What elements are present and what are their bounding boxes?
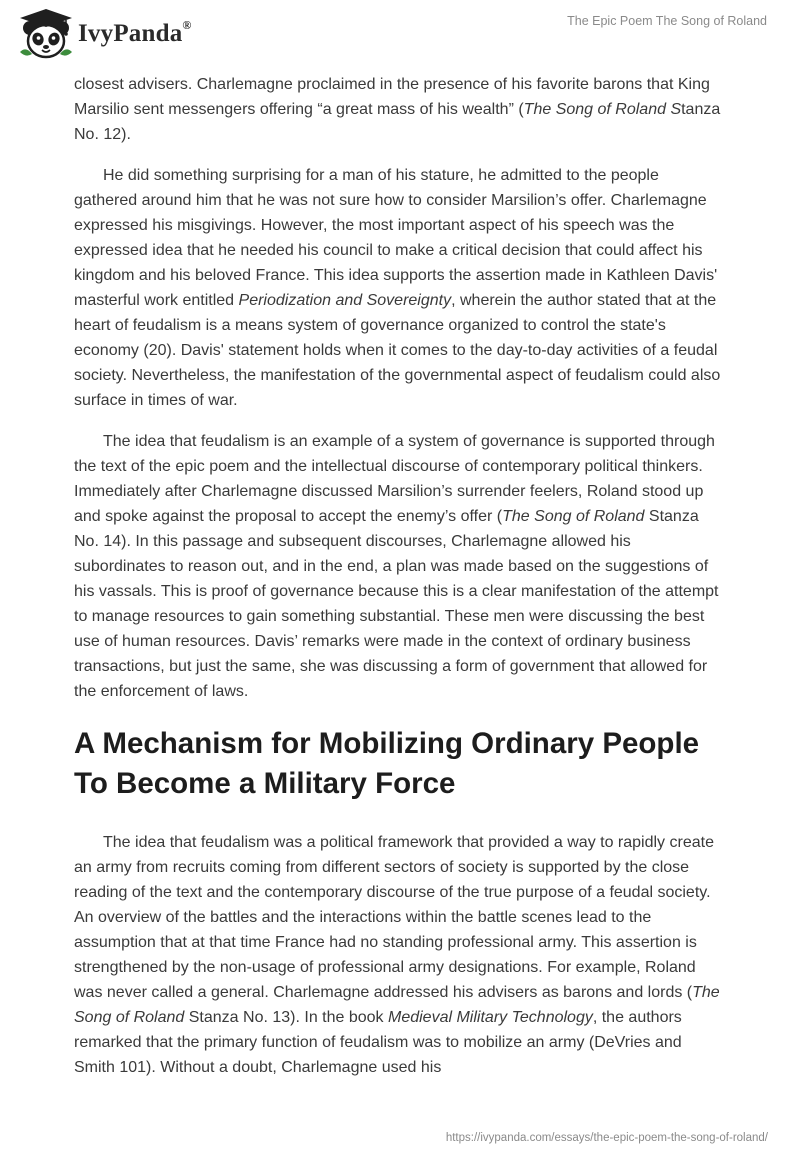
essay-body	[74, 70, 726, 1096]
panda-graduate-logo-icon[interactable]	[16, 6, 76, 64]
paragraph-3: The idea that feudalism is an example of a system of governance is supported through the text of the epic poem and the intellectual discourse of contemporary political thinkers. Immediately after Charlemagne discussed Marsilion’s surrender feelers, Roland stood up and spoke against the proposal to accept the enemy’s offer (The Song of Roland Stanza No. 14). In this passage and subsequent discourses, Charlemagne allowed his subordinates to reason out, and in the end, a plan was made based on the suggestions of his vassals. This is proof of governance because this is a clear manifestation of the attempt to manage resources to gain something substantial. These men were discussing the best use of human resources. Davis’ remarks were made in the context of ordinary business transactions, but just the same, she was discussing a form of government that allowed for the enforcement of laws.	[74, 433, 719, 700]
source-url[interactable]: https://ivypanda.com/essays/the-epic-poem-the-song-of-roland/	[445, 1132, 768, 1144]
brand-name[interactable]: IvyPanda®	[78, 18, 192, 47]
document-title: The Epic Poem The Song of Roland	[567, 14, 767, 28]
section-heading: A Mechanism for Mobilizing Ordinary People To Become a Military Force	[74, 727, 700, 800]
paragraph-1: closest advisers. Charlemagne proclaimed in the presence of his favorite barons that King Marsilio sent messengers offering “a great mass of his wealth” (The Song of Roland Stanza No. 12).	[74, 76, 721, 143]
paragraph-4: The idea that feudalism was a political framework that provided a way to rapidly create an army from recruits coming from different sectors of society is supported by the close reading of the text and the contemporary discourse of the true purpose of a feudal society. An overview of the battles and the interactions within the battle scenes lead to the assumption that at that time France had no standing professional army. This assertion is strengthened by the non-usage of professional army designations. For example, Roland was never called a general. Charlemagne addressed his advisers as barons and lords (The Song of Roland Stanza No. 13). In the book Medieval Military Technology, the authors remarked that the primary function of feudalism was to mobilize an army (DeVries and Smith 101). Without a doubt, Charlemagne used his	[74, 834, 720, 1076]
paragraph-2: He did something surprising for a man of his stature, he admitted to the people gathered around him that he was not sure how to consider Marsilion’s offer. Charlemagne expressed his misgivings. However, the most important aspect of his speech was the expressed idea that he needed his council to make a critical decision that could affect his kingdom and his beloved France. This idea supports the assertion made in Kathleen Davis' masterful work entitled Periodization and Sovereignty, wherein the author stated that at the heart of feudalism is a means system of governance organized to control the state's economy (20). Davis' statement holds when it comes to the day-to-day activities of a feudal society. Nevertheless, the manifestation of the governmental aspect of feudalism could also surface in times of war.	[74, 167, 721, 409]
page-header	[0, 0, 800, 70]
